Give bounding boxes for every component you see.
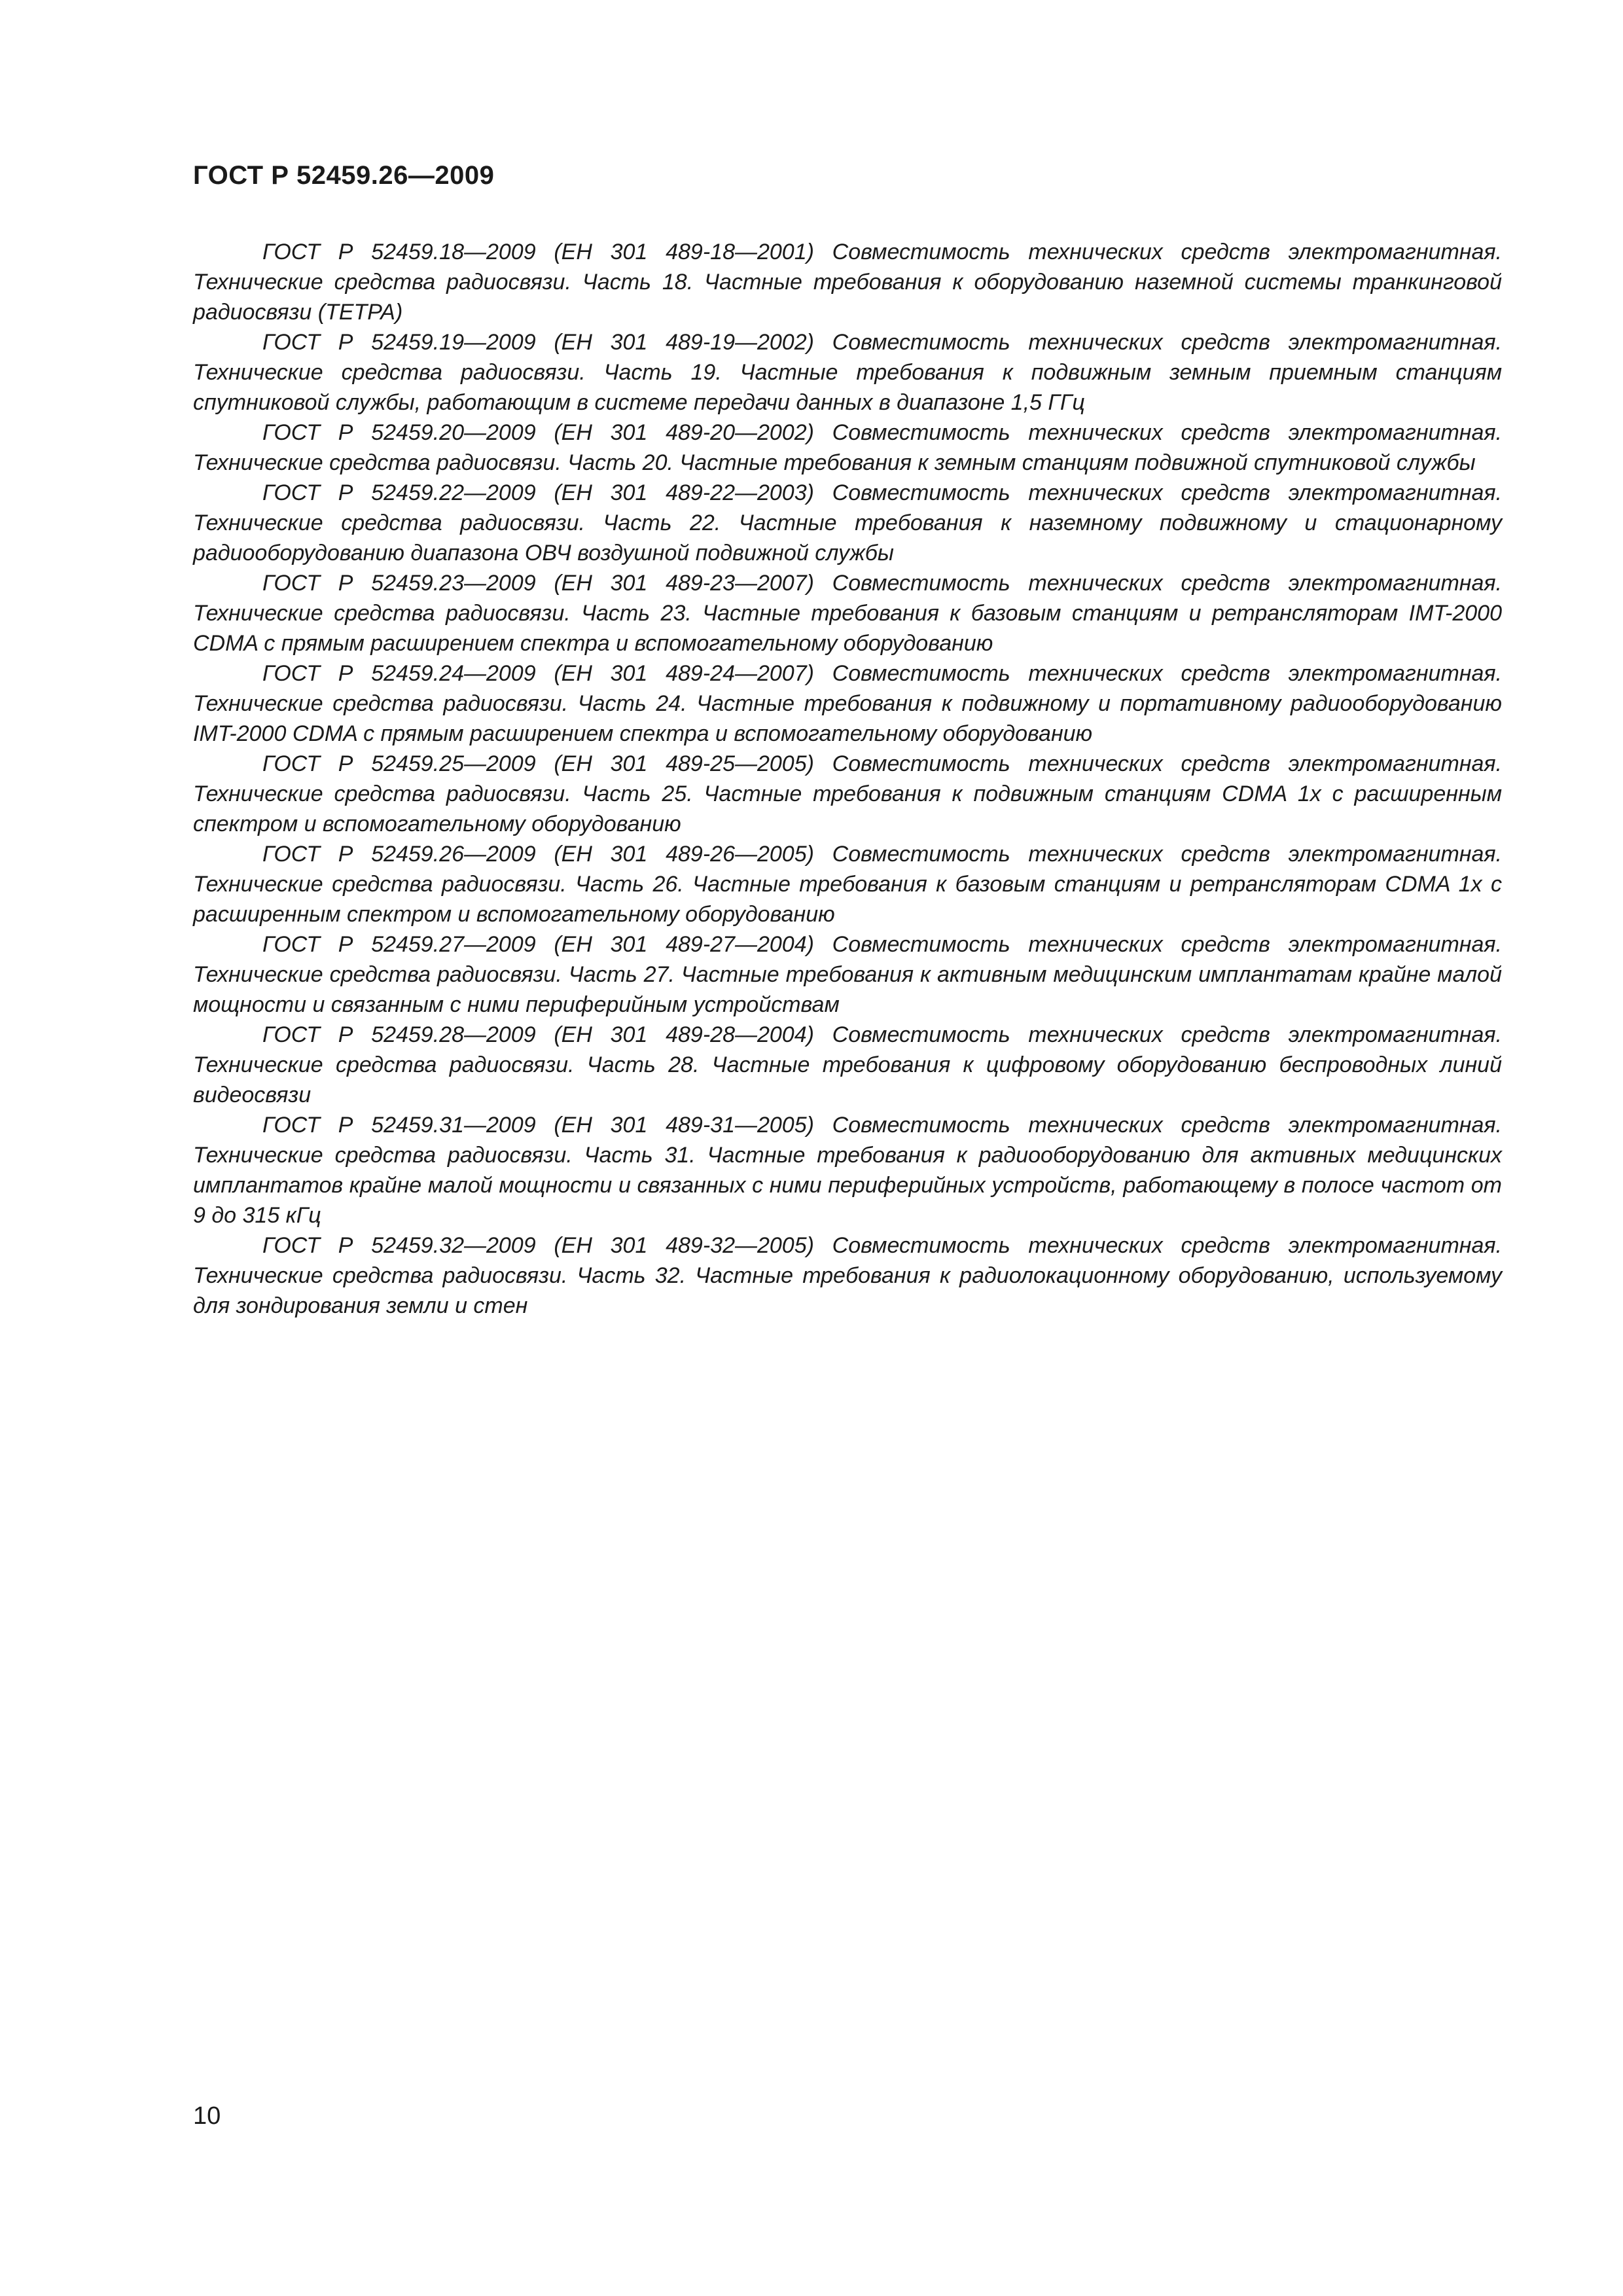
reference-item: ГОСТ Р 52459.18—2009 (ЕН 301 489-18—2001) Совместимость технических средств электромагнитная. Технические средства радиосвязи. Часть 18. Частные требования к оборудованию наземной системы транкинговой радиосвязи (ТЕТРА)	[193, 240, 1502, 325]
reference-item: ГОСТ Р 52459.23—2009 (ЕН 301 489-23—2007) Совместимость технических средств электромагнитная. Технические средства радиосвязи. Часть 23. Частные требования к базовым станциям и ретрансляторам IMT-2000 CDMA с прямым расширением спектра и вспомогательному оборудованию	[193, 571, 1502, 656]
normative-references-list	[193, 237, 1502, 1321]
reference-item: ГОСТ Р 52459.20—2009 (ЕН 301 489-20—2002) Совместимость технических средств электромагнитная. Технические средства радиосвязи. Часть 20. Частные требования к земным станциям подвижной спутниковой службы	[193, 420, 1502, 475]
reference-item: ГОСТ Р 52459.28—2009 (ЕН 301 489-28—2004) Совместимость технических средств электромагнитная. Технические средства радиосвязи. Часть 28. Частные требования к цифровому оборудованию беспроводных линий видеосвязи	[193, 1022, 1502, 1107]
reference-item: ГОСТ Р 52459.26—2009 (ЕН 301 489-26—2005) Совместимость технических средств электромагнитная. Технические средства радиосвязи. Часть 26. Частные требования к базовым станциям и ретрансляторам CDMA 1x с расширенным спектром и вспомогательному оборудованию	[193, 842, 1502, 927]
reference-item: ГОСТ Р 52459.25—2009 (ЕН 301 489-25—2005) Совместимость технических средств электромагнитная. Технические средства радиосвязи. Часть 25. Частные требования к подвижным станциям CDMA 1x с расширенным спектром и вспомогательному оборудованию	[193, 751, 1502, 836]
reference-item: ГОСТ Р 52459.32—2009 (ЕН 301 489-32—2005) Совместимость технических средств электромагнитная. Технические средства радиосвязи. Часть 32. Частные требования к радиолокационному оборудованию, используемому для зондирования земли и стен	[193, 1233, 1502, 1318]
page-number: 10	[193, 2102, 221, 2130]
document-code-header: ГОСТ Р 52459.26—2009	[193, 161, 495, 190]
reference-item: ГОСТ Р 52459.24—2009 (ЕН 301 489-24—2007) Совместимость технических средств электромагнитная. Технические средства радиосвязи. Часть 24. Частные требования к подвижному и портативному радиооборудованию IMT-2000 CDMA с прямым расширением спектра и вспомогательному оборудованию	[193, 661, 1502, 746]
reference-item: ГОСТ Р 52459.31—2009 (ЕН 301 489-31—2005) Совместимость технических средств электромагнитная. Технические средства радиосвязи. Часть 31. Частные требования к радиооборудованию для активных медицинских имплантатов крайне малой мощности и связанных с ними периферийных устройств, работающему в полосе частот от 9 до 315 кГц	[193, 1113, 1502, 1228]
reference-item: ГОСТ Р 52459.19—2009 (ЕН 301 489-19—2002) Совместимость технических средств электромагнитная. Технические средства радиосвязи. Часть 19. Частные требования к подвижным земным приемным станциям спутниковой службы, работающим в системе передачи данных в диапазоне 1,5 ГГц	[193, 330, 1502, 415]
reference-item: ГОСТ Р 52459.22—2009 (ЕН 301 489-22—2003) Совместимость технических средств электромагнитная. Технические средства радиосвязи. Часть 22. Частные требования к наземному подвижному и стационарному радиооборудованию диапазона ОВЧ воздушной подвижной службы	[193, 480, 1502, 565]
reference-item: ГОСТ Р 52459.27—2009 (ЕН 301 489-27—2004) Совместимость технических средств электромагнитная. Технические средства радиосвязи. Часть 27. Частные требования к активным медицинским имплантатам крайне малой мощности и связанным с ними периферийным устройствам	[193, 932, 1502, 1017]
